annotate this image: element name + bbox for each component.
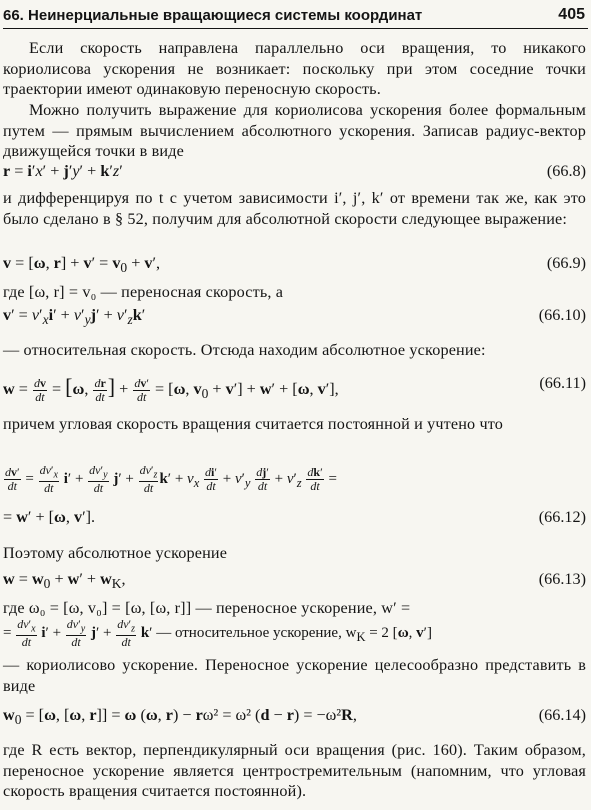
equation-formula: = w′ + [ω, v′]. (3, 508, 96, 526)
equation-66-11 (3, 366, 586, 406)
paragraph-9: где R есть вектор, перпендикулярный оси вращения (рис. 160). Таким образом, переносное ускорение является центростремительным (напомним, что угловая скорость вращения считается постоянной). (3, 741, 586, 801)
equation-number: (66.12) (538, 508, 586, 526)
equation-formula: $w_0 = [\omega$, [ω, r]] = ω (ω, r) − rω² = ω² (d − r) = −ω²R, (3, 706, 357, 728)
equation-number: (66.9) (546, 254, 586, 272)
equation-66-8 (3, 162, 586, 186)
equation-66-13 (3, 570, 586, 594)
equation-formula: $\frac{dv'}{dt}$ = $\frac{dv'_x}{dt}$ i′ + $\frac{dv'_y}{dt}$ j′ + $\frac{dv'_z}{dt}$ $k' + v_x$ $\frac{di'}{dt}$ + $v'_y$ $\frac{dj'}{dt}$ + $v'_z$ $\frac{dk'}{dt}$ = (5, 463, 337, 496)
paragraph-8c: — кориолисово ускорение. Переносное ускорение целесообразно представить в виде (3, 656, 586, 695)
equation-formula: $w = w_0 + w' + w_K$, (3, 570, 126, 592)
equation-formula: $v' = v'_xi' + v'_yj' + v'_zk'$ (3, 306, 146, 328)
paragraph-3: и дифференцируя по t с учетом зависимости i′, j′, k′ от времени так же, как это было сделано в § 52, получим для абсолютной скорости следующее выражение: (3, 189, 586, 228)
paragraph-8b: — относительное ускорение, w (156, 625, 357, 642)
equation-formula: v = [ω, $r] + v' = v_0 + v'$, (3, 254, 161, 276)
equation-number: (66.13) (538, 570, 586, 588)
paragraph-4: где [ω, r] = v₀ — переносная скорость, а (3, 283, 284, 301)
equation-formula: = $\frac{dv'_x}{dt}$ i′ + $\frac{dv'_y}{dt}$ j′ + $\frac{dv'_z}{dt}$ k′ — относительное ускорение, $w_K = 2$ [ω, v′] (3, 617, 432, 650)
section-title: 66. Неинерциальные вращающиеся системы координат (3, 6, 423, 24)
running-header (3, 2, 588, 29)
equation-formula: w = $\frac{dv}{dt}$ = [ω, $\frac{dr}{dt}$ ] + $\frac{dv'}{dt}$ = [ω, $v_0 + v'] + w' + [\omega$, v′], (3, 374, 339, 404)
paragraph-2: Можно получить выражение для кориолисова ускорения более формальным путем — прямым вычислением абсолютного ускорения. Записав радиус-вектор движущейся точки в виде (3, 101, 586, 161)
equation-66-9 (3, 254, 586, 278)
paragraph-7: Поэтому абсолютное ускорение (3, 544, 228, 562)
equation-number: (66.14) (538, 706, 586, 724)
equation-number: (66.11) (539, 374, 586, 392)
equation-66-14 (3, 706, 586, 730)
paragraph-6: причем угловая скорость вращения считается постоянной и учтено что (3, 415, 504, 433)
paragraph-5: — относительная скорость. Отсюда находим абсолютное ускорение: (3, 341, 486, 359)
relative-acceleration-line (3, 618, 586, 652)
paragraph-1: Если скорость направлена параллельно оси вращения, то никакого кориолисова ускорения не возникает: поскольку при этом соседние точки траектории имеют одинаковую переносную скорость. (3, 39, 586, 99)
paragraph-8a: где ω₀ = [ω, v₀] = [ω, [ω, r]] — переносное ускорение, w′ = (3, 599, 411, 617)
equation-number: (66.10) (538, 306, 586, 324)
equation-66-12 (3, 508, 586, 532)
equation-66-10 (3, 306, 586, 330)
equation-66-12-line1 (3, 456, 586, 500)
equation-formula: r = i′x′ + j′y′ + k′z′ (3, 162, 123, 180)
page-number: 405 (558, 6, 585, 23)
equation-number: (66.8) (546, 162, 586, 180)
